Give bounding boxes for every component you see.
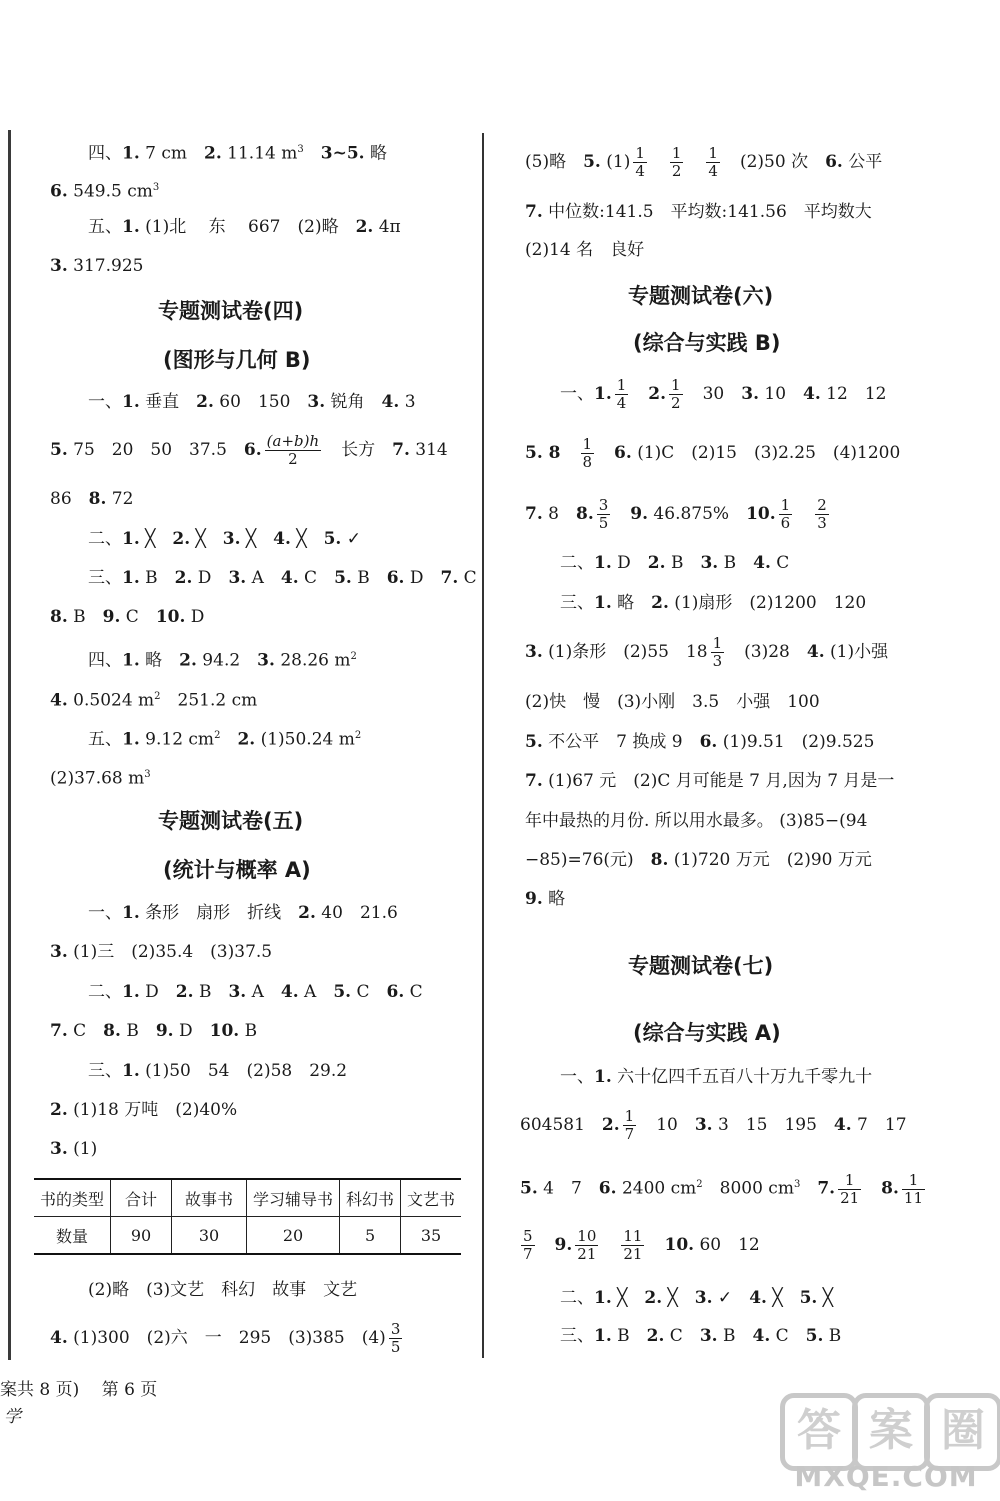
table-cell: 合计	[111, 1179, 172, 1217]
answer-line: 一、1. 条形 扇形 折线 2. 40 21.6	[88, 903, 398, 923]
fraction: $\frac{1}{6}$	[780, 496, 791, 532]
fraction: $\frac{1}{4}$	[635, 144, 645, 180]
answer-line: 7. 中位数:141.5 平均数:141.56 平均数大	[525, 202, 872, 222]
book-count-table	[34, 1178, 461, 1255]
fraction: $\frac{3}{5}$	[598, 496, 609, 532]
answer-line: (2)37.68 $m^3$	[50, 768, 151, 789]
answer-line: 3. 317.925	[50, 256, 144, 276]
answer-line: 三、1. B 2. D 3. A 4. C 5. B 6. D 7. C	[88, 568, 477, 588]
answer-line: 7. (1)67 元 (2)C 月可能是 7 月,因为 7 月是一	[525, 771, 895, 791]
answer-line: −85)=76(元) 8. (1)720 万元 (2)90 万元	[525, 850, 872, 870]
fraction: $\frac{11}{21}$	[623, 1227, 643, 1263]
footer-glyph: 学	[4, 1407, 21, 1427]
answer-line: 年中最热的月份. 所以用水最多。 (3)85−(94	[525, 811, 868, 831]
answer-line: 二、1. D 2. B 3. A 4. A 5. C 6. C	[88, 982, 423, 1002]
answer-line: 2. (1)18 万吨 (2)40%	[50, 1100, 238, 1120]
fraction: $\frac{1}{7}$	[624, 1107, 635, 1143]
answer-line: (2)略 (3)文艺 科幻 故事 文艺	[88, 1280, 358, 1300]
table-cell: 学习辅导书	[247, 1179, 340, 1217]
watermark-glyph: 答	[780, 1393, 858, 1471]
answer-line: 8. B 9. C 10. D	[50, 607, 205, 627]
fraction: $\frac{1}{4}$	[708, 144, 718, 180]
section-subtitle: (统计与概率 A)	[163, 858, 311, 882]
table-cell: 35	[401, 1217, 462, 1255]
answer-line: 5. 不公平 7 换成 9 6. (1)9.51 (2)9.525	[525, 732, 875, 752]
answer-line: 五、1. (1)北 东 667 (2)略 2. 4π	[88, 217, 401, 237]
table-cell: 科幻书	[340, 1179, 401, 1217]
fraction: $\frac{1}{21}$	[840, 1170, 860, 1207]
fraction: $\frac{1}{3}$	[712, 634, 723, 670]
answer-line: 3. (1)三 (2)35.4 (3)37.5	[50, 942, 273, 962]
table-cell: 90	[111, 1217, 172, 1255]
section-title: 专题测试卷(五)	[158, 809, 304, 833]
answer-line: 4. (1)300 (2)六 一 295 (3)385 (4) $\frac{3}{5}$	[50, 1320, 401, 1356]
watermark-glyph: 圈	[924, 1393, 1000, 1471]
fraction: $\frac{1}{11}$	[903, 1170, 924, 1207]
watermark-logo	[780, 1393, 992, 1493]
fraction: $\frac{10}{21}$	[577, 1227, 597, 1263]
section-subtitle: (综合与实践 B)	[633, 331, 781, 355]
table-header-row	[34, 1179, 461, 1217]
fraction: $\frac{1}{2}$	[671, 376, 681, 412]
table-row	[34, 1217, 461, 1255]
answer-line: 6. 549.5 $cm^3$	[50, 181, 160, 202]
answer-line: 5. 8 $\frac{1}{8}$ 6. (1)C (2)15 (3)2.25 (4)1200	[525, 435, 901, 471]
answer-line: 一、1. $\frac{1}{4}$ 2. $\frac{1}{2}$ 30 3. 10 4. 12 12	[560, 376, 887, 412]
answer-line: 9. 略	[525, 889, 566, 909]
table-cell: 30	[172, 1217, 247, 1255]
answer-line: 四、1. 略 2. 94.2 3. 28.26 $m^2$	[88, 650, 357, 671]
answer-line: 3. (1)条形 (2)55 18 $\frac{1}{3}$ (3)28 4. (1)小强	[525, 634, 889, 670]
section-title: 专题测试卷(六)	[628, 284, 774, 308]
answer-line: 3. (1)	[50, 1139, 98, 1159]
answer-line: 一、1. 六十亿四千五百八十万九千零九十	[560, 1067, 873, 1087]
column-divider	[482, 133, 484, 1358]
section-title: 专题测试卷(四)	[158, 299, 304, 323]
answer-line: 86 8. 72	[50, 489, 134, 509]
fraction: $\frac{3}{5}$	[390, 1320, 401, 1356]
page-footer: 案共 8 页) 第 6 页	[0, 1380, 158, 1400]
answer-line: 二、1. D 2. B 3. B 4. C	[560, 553, 790, 573]
answer-line: 三、1. (1)50 54 (2)58 29.2	[88, 1061, 348, 1081]
table-cell: 数量	[34, 1217, 111, 1255]
table-cell: 5	[340, 1217, 401, 1255]
answer-line: 一、1. 垂直 2. 60 150 3. 锐角 4. 3	[88, 392, 416, 412]
fraction: $\frac{(a+b)h}{2}$	[266, 432, 320, 468]
table-cell: 故事书	[172, 1179, 247, 1217]
answer-line: 7. C 8. B 9. D 10. B	[50, 1021, 258, 1041]
fraction: $\frac{1}{8}$	[582, 435, 593, 471]
section-title: 专题测试卷(七)	[628, 954, 774, 978]
answer-line: 三、1. B 2. C 3. B 4. C 5. B	[560, 1326, 842, 1346]
answer-line: 二、1. ╳ 2. ╳ 3. ✓ 4. ╳ 5. ╳	[560, 1288, 833, 1308]
answer-line: $\frac{5}{7}$ 9. $\frac{10}{21}$ $\frac{11}{21}$ 10. 60 12	[523, 1227, 760, 1263]
answer-line: 三、1. 略 2. (1)扇形 (2)1200 120	[560, 593, 867, 613]
watermark-glyph: 案	[852, 1393, 930, 1471]
answer-line: 5. 4 7 6. 2400 $cm^2$ 8000 $cm^3$ 7. $\frac{1}{21}$ 8. $\frac{1}{11}$	[520, 1170, 924, 1207]
section-subtitle: (图形与几何 B)	[163, 348, 311, 372]
answer-line: 二、1. ╳ 2. ╳ 3. ╳ 4. ╳ 5. ✓	[88, 529, 361, 549]
fraction: $\frac{1}{4}$	[616, 376, 627, 412]
fraction: $\frac{5}{7}$	[523, 1227, 533, 1263]
page-edge-line	[8, 130, 11, 1360]
answer-line: 604581 2. $\frac{1}{7}$ 10 3. 3 15 195 4. 7 17	[520, 1107, 907, 1143]
answer-line: 四、1. 7 cm 2. 11.14 $m^3$ 3~5. 略	[88, 143, 387, 164]
table-cell: 20	[247, 1217, 340, 1255]
section-subtitle: (综合与实践 A)	[633, 1021, 781, 1045]
answer-line: 4. 0.5024 $m^2$ 251.2 cm	[50, 690, 258, 711]
fraction: $\frac{1}{2}$	[671, 144, 682, 180]
table-cell: 书的类型	[34, 1179, 111, 1217]
answer-line: 5. 75 20 50 37.5 6. $\frac{(a+b)h}{2}$ 长方 7. 314	[50, 432, 448, 468]
answer-line: (2)14 名 良好	[525, 240, 645, 260]
answer-line: (2)快 慢 (3)小刚 3.5 小强 100	[525, 692, 820, 712]
table-cell: 文艺书	[401, 1179, 462, 1217]
answer-line: 五、1. 9.12 $cm^2$ 2. (1)50.24 $m^2$	[88, 729, 362, 750]
answer-line: (5)略 5. (1) $\frac{1}{4}$ $\frac{1}{2}$ $\frac{1}{4}$ (2)50 次 6. 公平	[525, 144, 883, 180]
watermark-url: MXQE.COM	[794, 1460, 978, 1493]
answer-line: 7. 8 8. $\frac{3}{5}$ 9. 46.875% 10. $\frac{1}{6}$ $\frac{2}{3}$	[525, 496, 827, 532]
fraction: $\frac{2}{3}$	[817, 496, 827, 532]
